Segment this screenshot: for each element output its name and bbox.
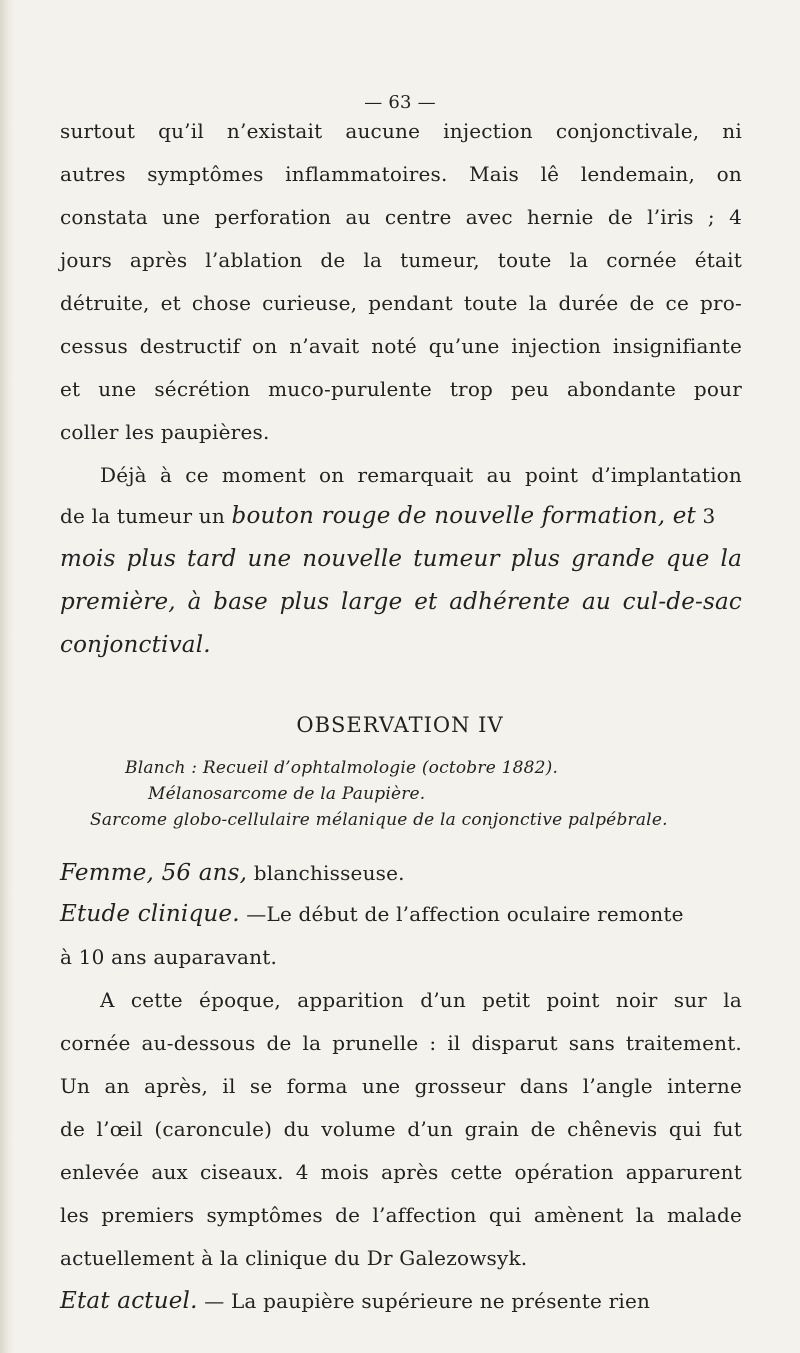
reference-line: Mélanosarcome de la Paupière. <box>148 784 426 804</box>
reference-line: Blanch : Recueil d’ophtalmologie (octobre 1882). <box>125 758 559 778</box>
text-line: autres symptômes inflammatoires. Mais lê lendemain, on <box>60 162 742 186</box>
text-line: à 10 ans auparavant. <box>60 945 278 969</box>
patient-line <box>60 859 742 887</box>
text-line: Un an après, il se forma une grosseur dans l’angle interne <box>60 1074 742 1098</box>
page-number: — 63 — <box>364 92 436 113</box>
text-line: jours après l’ablation de la tumeur, toute la cornée était <box>60 248 742 272</box>
reference-line: Sarcome globo-cellulaire mélanique de la conjonctive palpébrale. <box>90 810 668 830</box>
text-line: coller les paupières. <box>60 420 270 444</box>
text-line-italic: mois plus tard une nouvelle tumeur plus grande que la <box>60 546 742 572</box>
italic-span: Etude clinique. <box>60 901 240 927</box>
text-line: enlevée aux ciseaux. 4 mois après cette opération apparurent <box>60 1160 742 1184</box>
text-line: cessus destructif on n’avait noté qu’une injection insignifiante <box>60 334 742 358</box>
text-line: A cette époque, apparition d’un petit point noir sur la <box>100 988 742 1012</box>
italic-span: Femme, 56 ans, <box>60 860 248 886</box>
etat-line <box>60 1287 742 1315</box>
text-line: constata une perforation au centre avec hernie de l’iris ; 4 <box>60 205 742 229</box>
text-line: actuellement à la clinique du Dr Galezowsyk. <box>60 1246 528 1270</box>
text-line: et une sécrétion muco-purulente trop peu abondante pour <box>60 377 742 401</box>
etude-line <box>60 900 742 928</box>
text-span: 3 <box>695 504 716 528</box>
text-line: détruite, et chose curieuse, pendant toute la durée de ce pro- <box>60 291 742 315</box>
text-line: cornée au-dessous de la prunelle : il disparut sans traitement. <box>60 1031 742 1055</box>
text-line-italic: conjonctival. <box>60 632 211 658</box>
text-span: de la tumeur un <box>60 504 232 528</box>
text-line: surtout qu’il n’existait aucune injection conjonctivale, ni <box>60 119 742 143</box>
observation-title: OBSERVATION IV <box>296 713 504 737</box>
text-span: blanchisseuse. <box>247 861 405 885</box>
italic-span: Etat actuel. <box>60 1288 198 1314</box>
text-span: — La paupière supérieure ne présente rien <box>197 1289 651 1313</box>
text-line: de l’œil (caroncule) du volume d’un grain de chênevis qui fut <box>60 1117 742 1141</box>
text-line: Déjà à ce moment on remarquait au point d’implantation <box>100 463 742 487</box>
text-line-mixed <box>60 502 742 530</box>
text-line-italic: première, à base plus large et adhérente au cul-de-sac <box>60 589 742 615</box>
page-binding-edge <box>0 0 14 1353</box>
text-span: —Le début de l’affection oculaire remonte <box>239 902 684 926</box>
text-line: les premiers symptômes de l’affection qui amènent la malade <box>60 1203 742 1227</box>
italic-span: bouton rouge de nouvelle formation, et <box>231 503 696 529</box>
